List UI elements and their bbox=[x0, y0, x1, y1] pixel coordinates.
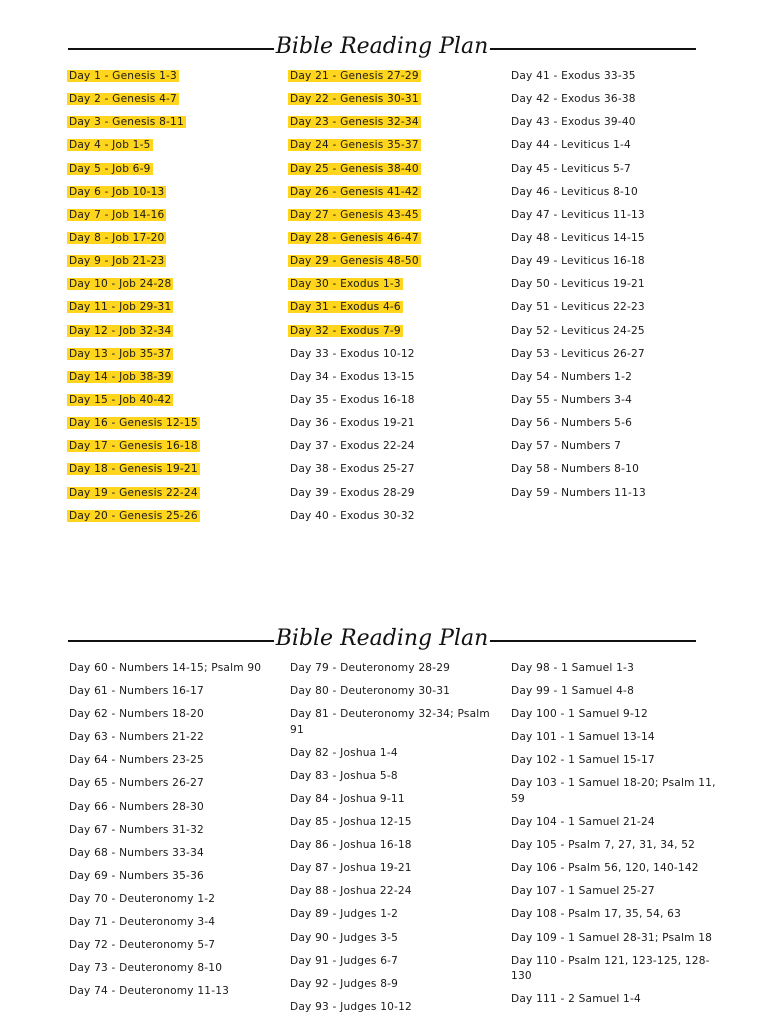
reading-day-item bbox=[511, 347, 716, 370]
reading-day-text: Day 15 - Job 40-42 bbox=[69, 393, 172, 406]
reading-day-item bbox=[511, 486, 716, 509]
reading-day-item bbox=[290, 792, 495, 808]
reading-day-text: Day 19 - Genesis 22-24 bbox=[69, 486, 198, 499]
reading-day-text: Day 105 - Psalm 7, 27, 31, 34, 52 bbox=[511, 839, 696, 852]
reading-day-item bbox=[69, 208, 274, 231]
title-rule-left bbox=[68, 640, 274, 642]
reading-day-item bbox=[69, 462, 274, 485]
reading-day-item bbox=[69, 486, 274, 509]
reading-day-item bbox=[511, 208, 716, 231]
reading-day-item bbox=[511, 661, 716, 677]
section-title-row bbox=[68, 618, 696, 658]
reading-day-item bbox=[290, 370, 495, 393]
reading-day-item bbox=[290, 661, 495, 677]
reading-day-item bbox=[511, 776, 716, 807]
reading-day-text: Day 59 - Numbers 11-13 bbox=[511, 486, 646, 499]
reading-day-text: Day 82 - Joshua 1-4 bbox=[290, 746, 398, 759]
reading-day-text: Day 87 - Joshua 19-21 bbox=[290, 862, 412, 875]
reading-day-text: Day 16 - Genesis 12-15 bbox=[69, 417, 198, 430]
reading-day-item bbox=[511, 684, 716, 700]
reading-day-text: Day 100 - 1 Samuel 9-12 bbox=[511, 708, 648, 721]
reading-day-item bbox=[511, 162, 716, 185]
reading-day-text: Day 35 - Exodus 16-18 bbox=[290, 393, 415, 406]
reading-day-text: Day 20 - Genesis 25-26 bbox=[69, 509, 198, 522]
reading-day-item bbox=[290, 884, 495, 900]
reading-day-item bbox=[290, 138, 495, 161]
reading-day-item bbox=[290, 1000, 495, 1016]
reading-day-text: Day 86 - Joshua 16-18 bbox=[290, 839, 412, 852]
reading-day-text: Day 85 - Joshua 12-15 bbox=[290, 816, 412, 829]
reading-day-item bbox=[511, 954, 716, 985]
reading-day-item bbox=[511, 370, 716, 393]
reading-day-item bbox=[511, 992, 716, 1008]
section-title-row bbox=[68, 26, 696, 66]
reading-day-text: Day 39 - Exodus 28-29 bbox=[290, 486, 415, 499]
reading-day-item bbox=[290, 684, 495, 700]
reading-day-text: Day 111 - 2 Samuel 1-4 bbox=[511, 993, 641, 1006]
reading-day-text: Day 107 - 1 Samuel 25-27 bbox=[511, 885, 655, 898]
reading-day-item bbox=[69, 915, 274, 931]
title-rule-right bbox=[490, 48, 696, 50]
reading-day-text: Day 63 - Numbers 21-22 bbox=[69, 731, 204, 744]
reading-day-text: Day 33 - Exodus 10-12 bbox=[290, 347, 415, 360]
reading-day-item bbox=[69, 869, 274, 885]
reading-day-text: Day 23 - Genesis 32-34 bbox=[290, 116, 419, 129]
reading-day-item bbox=[290, 486, 495, 509]
reading-day-text: Day 50 - Leviticus 19-21 bbox=[511, 278, 645, 291]
reading-day-text: Day 44 - Leviticus 1-4 bbox=[511, 139, 631, 152]
reading-day-item bbox=[69, 707, 274, 723]
reading-day-text: Day 88 - Joshua 22-24 bbox=[290, 885, 412, 898]
reading-day-item bbox=[290, 393, 495, 416]
reading-day-item bbox=[290, 861, 495, 877]
reading-day-text: Day 22 - Genesis 30-31 bbox=[290, 93, 419, 106]
reading-day-item bbox=[290, 162, 495, 185]
reading-day-item bbox=[511, 277, 716, 300]
reading-day-text: Day 93 - Judges 10-12 bbox=[290, 1000, 412, 1013]
reading-day-item bbox=[69, 115, 274, 138]
reading-day-text: Day 12 - Job 32-34 bbox=[69, 324, 172, 337]
reading-day-text: Day 4 - Job 1-5 bbox=[69, 139, 151, 152]
reading-day-text: Day 74 - Deuteronomy 11-13 bbox=[69, 985, 230, 998]
reading-day-item bbox=[290, 254, 495, 277]
reading-day-text: Day 13 - Job 35-37 bbox=[69, 347, 172, 360]
reading-day-item bbox=[290, 208, 495, 231]
reading-day-item bbox=[511, 838, 716, 854]
reading-day-text: Day 46 - Leviticus 8-10 bbox=[511, 185, 638, 198]
reading-day-item bbox=[69, 324, 274, 347]
reading-day-item bbox=[69, 961, 274, 977]
reading-day-item bbox=[511, 254, 716, 277]
reading-day-item bbox=[69, 277, 274, 300]
reading-day-item bbox=[69, 800, 274, 816]
reading-day-text: Day 7 - Job 14-16 bbox=[69, 208, 165, 221]
reading-day-item bbox=[69, 393, 274, 416]
reading-day-item bbox=[69, 370, 274, 393]
reading-day-item bbox=[290, 931, 495, 947]
reading-day-item bbox=[69, 984, 274, 1000]
reading-day-item bbox=[69, 823, 274, 839]
reading-day-text: Day 40 - Exodus 30-32 bbox=[290, 509, 415, 522]
reading-day-item bbox=[290, 324, 495, 347]
reading-day-item bbox=[290, 231, 495, 254]
reading-day-item bbox=[511, 931, 716, 947]
reading-day-text: Day 56 - Numbers 5-6 bbox=[511, 417, 633, 430]
reading-day-text: Day 108 - Psalm 17, 35, 54, 63 bbox=[511, 908, 682, 921]
reading-day-text: Day 101 - 1 Samuel 13-14 bbox=[511, 731, 655, 744]
reading-day-text: Day 68 - Numbers 33-34 bbox=[69, 846, 204, 859]
reading-day-text: Day 62 - Numbers 18-20 bbox=[69, 708, 204, 721]
reading-day-text: Day 14 - Job 38-39 bbox=[69, 370, 172, 383]
reading-day-item bbox=[69, 753, 274, 769]
reading-day-item bbox=[69, 892, 274, 908]
reading-day-item bbox=[511, 300, 716, 323]
reading-day-text: Day 53 - Leviticus 26-27 bbox=[511, 347, 645, 360]
reading-day-item bbox=[290, 439, 495, 462]
reading-day-item bbox=[511, 861, 716, 877]
reading-day-item bbox=[69, 185, 274, 208]
reading-day-text: Day 92 - Judges 8-9 bbox=[290, 977, 399, 990]
reading-day-text: Day 79 - Deuteronomy 28-29 bbox=[290, 662, 451, 674]
reading-day-text: Day 47 - Leviticus 11-13 bbox=[511, 208, 645, 221]
reading-day-text: Day 110 - Psalm 121, 123-125, 128-130 bbox=[511, 954, 710, 983]
section-title: Bible Reading Plan bbox=[275, 625, 489, 651]
reading-day-text: Day 83 - Joshua 5-8 bbox=[290, 769, 398, 782]
reading-day-text: Day 99 - 1 Samuel 4-8 bbox=[511, 685, 635, 698]
reading-day-item bbox=[511, 753, 716, 769]
plan-column-1 bbox=[69, 661, 274, 1007]
reading-day-text: Day 10 - Job 24-28 bbox=[69, 278, 172, 291]
reading-day-text: Day 11 - Job 29-31 bbox=[69, 301, 172, 314]
reading-day-text: Day 27 - Genesis 43-45 bbox=[290, 208, 419, 221]
reading-day-text: Day 26 - Genesis 41-42 bbox=[290, 185, 419, 198]
reading-day-text: Day 28 - Genesis 46-47 bbox=[290, 231, 419, 244]
reading-day-text: Day 103 - 1 Samuel 18-20; Psalm 11, 59 bbox=[511, 777, 716, 805]
reading-day-item bbox=[69, 730, 274, 746]
reading-day-text: Day 70 - Deuteronomy 1-2 bbox=[69, 892, 216, 905]
reading-day-item bbox=[69, 846, 274, 862]
reading-day-item bbox=[511, 69, 716, 92]
reading-day-text: Day 48 - Leviticus 14-15 bbox=[511, 231, 645, 244]
reading-day-text: Day 104 - 1 Samuel 21-24 bbox=[511, 816, 655, 829]
reading-day-item bbox=[511, 138, 716, 161]
plan-column-1 bbox=[69, 69, 274, 532]
reading-day-text: Day 31 - Exodus 4-6 bbox=[290, 301, 401, 314]
reading-day-item bbox=[69, 162, 274, 185]
reading-day-text: Day 102 - 1 Samuel 15-17 bbox=[511, 754, 655, 767]
reading-day-text: Day 30 - Exodus 1-3 bbox=[290, 278, 401, 291]
reading-day-item bbox=[69, 509, 274, 532]
title-rule-right bbox=[490, 640, 696, 642]
reading-day-item bbox=[69, 661, 274, 677]
reading-day-item bbox=[290, 92, 495, 115]
reading-day-text: Day 106 - Psalm 56, 120, 140-142 bbox=[511, 862, 699, 875]
reading-day-text: Day 2 - Genesis 4-7 bbox=[69, 93, 177, 106]
reading-day-text: Day 71 - Deuteronomy 3-4 bbox=[69, 916, 216, 929]
reading-day-text: Day 90 - Judges 3-5 bbox=[290, 931, 399, 944]
reading-day-text: Day 61 - Numbers 16-17 bbox=[69, 685, 204, 698]
reading-day-item bbox=[511, 815, 716, 831]
reading-day-item bbox=[511, 416, 716, 439]
plan-column-2 bbox=[290, 661, 495, 1023]
reading-day-text: Day 9 - Job 21-23 bbox=[69, 255, 165, 268]
reading-day-text: Day 17 - Genesis 16-18 bbox=[69, 440, 198, 453]
reading-day-text: Day 66 - Numbers 28-30 bbox=[69, 800, 204, 813]
reading-day-item bbox=[511, 324, 716, 347]
reading-day-text: Day 24 - Genesis 35-37 bbox=[290, 139, 419, 152]
reading-day-text: Day 5 - Job 6-9 bbox=[69, 162, 151, 175]
reading-day-item bbox=[511, 185, 716, 208]
reading-day-item bbox=[511, 907, 716, 923]
reading-day-item bbox=[290, 509, 495, 532]
reading-day-item bbox=[69, 300, 274, 323]
reading-day-item bbox=[511, 707, 716, 723]
reading-day-item bbox=[69, 254, 274, 277]
reading-day-item bbox=[69, 938, 274, 954]
plan-column-3 bbox=[511, 69, 716, 509]
reading-day-item bbox=[511, 115, 716, 138]
reading-day-text: Day 34 - Exodus 13-15 bbox=[290, 370, 415, 383]
reading-day-item bbox=[511, 231, 716, 254]
reading-day-text: Day 41 - Exodus 33-35 bbox=[511, 70, 636, 82]
reading-day-text: Day 80 - Deuteronomy 30-31 bbox=[290, 685, 451, 698]
reading-day-text: Day 37 - Exodus 22-24 bbox=[290, 440, 415, 453]
reading-day-text: Day 60 - Numbers 14-15; Psalm 90 bbox=[69, 662, 262, 674]
reading-day-text: Day 1 - Genesis 1-3 bbox=[69, 70, 177, 82]
reading-day-text: Day 6 - Job 10-13 bbox=[69, 185, 165, 198]
reading-day-text: Day 52 - Leviticus 24-25 bbox=[511, 324, 645, 337]
reading-day-text: Day 18 - Genesis 19-21 bbox=[69, 463, 198, 476]
reading-day-text: Day 32 - Exodus 7-9 bbox=[290, 324, 401, 337]
reading-day-item bbox=[290, 769, 495, 785]
reading-day-text: Day 54 - Numbers 1-2 bbox=[511, 370, 633, 383]
reading-day-item bbox=[69, 92, 274, 115]
reading-day-text: Day 109 - 1 Samuel 28-31; Psalm 18 bbox=[511, 931, 713, 944]
reading-day-item bbox=[290, 347, 495, 370]
reading-day-item bbox=[290, 69, 495, 92]
reading-day-item bbox=[290, 115, 495, 138]
reading-day-text: Day 21 - Genesis 27-29 bbox=[290, 70, 419, 82]
title-rule-left bbox=[68, 48, 274, 50]
reading-day-item bbox=[290, 707, 495, 738]
reading-day-item bbox=[511, 92, 716, 115]
reading-day-text: Day 58 - Numbers 8-10 bbox=[511, 463, 640, 476]
reading-day-text: Day 51 - Leviticus 22-23 bbox=[511, 301, 645, 314]
reading-day-text: Day 57 - Numbers 7 bbox=[511, 440, 622, 453]
reading-day-item bbox=[290, 185, 495, 208]
reading-day-item bbox=[290, 838, 495, 854]
reading-day-item bbox=[290, 416, 495, 439]
reading-day-text: Day 3 - Genesis 8-11 bbox=[69, 116, 184, 129]
reading-day-item bbox=[511, 884, 716, 900]
reading-day-text: Day 67 - Numbers 31-32 bbox=[69, 823, 204, 836]
reading-day-item bbox=[511, 730, 716, 746]
reading-day-item bbox=[290, 977, 495, 993]
reading-day-text: Day 81 - Deuteronomy 32-34; Psalm 91 bbox=[290, 708, 490, 736]
reading-day-text: Day 42 - Exodus 36-38 bbox=[511, 93, 636, 106]
reading-day-text: Day 43 - Exodus 39-40 bbox=[511, 116, 636, 129]
reading-day-text: Day 91 - Judges 6-7 bbox=[290, 954, 399, 967]
reading-day-item bbox=[511, 393, 716, 416]
plan-column-2 bbox=[290, 69, 495, 532]
reading-day-item bbox=[69, 69, 274, 92]
reading-day-item bbox=[290, 907, 495, 923]
reading-day-item bbox=[290, 277, 495, 300]
reading-day-text: Day 65 - Numbers 26-27 bbox=[69, 777, 204, 790]
plan-column-3 bbox=[511, 661, 716, 1015]
reading-day-text: Day 8 - Job 17-20 bbox=[69, 231, 165, 244]
reading-day-text: Day 73 - Deuteronomy 8-10 bbox=[69, 962, 223, 975]
reading-day-item bbox=[290, 954, 495, 970]
reading-day-text: Day 45 - Leviticus 5-7 bbox=[511, 162, 631, 175]
reading-day-text: Day 36 - Exodus 19-21 bbox=[290, 417, 415, 430]
reading-day-item bbox=[69, 416, 274, 439]
section-title: Bible Reading Plan bbox=[275, 33, 489, 59]
reading-day-text: Day 89 - Judges 1-2 bbox=[290, 908, 399, 921]
reading-day-item bbox=[511, 439, 716, 462]
reading-day-text: Day 69 - Numbers 35-36 bbox=[69, 869, 204, 882]
reading-day-item bbox=[69, 439, 274, 462]
reading-day-item bbox=[290, 815, 495, 831]
reading-day-item bbox=[69, 231, 274, 254]
reading-day-text: Day 84 - Joshua 9-11 bbox=[290, 792, 405, 805]
reading-day-item bbox=[511, 462, 716, 485]
reading-day-text: Day 25 - Genesis 38-40 bbox=[290, 162, 419, 175]
reading-day-text: Day 49 - Leviticus 16-18 bbox=[511, 255, 645, 268]
reading-day-item bbox=[69, 776, 274, 792]
reading-day-text: Day 29 - Genesis 48-50 bbox=[290, 255, 419, 268]
reading-day-text: Day 64 - Numbers 23-25 bbox=[69, 754, 204, 767]
reading-day-text: Day 72 - Deuteronomy 5-7 bbox=[69, 939, 216, 952]
reading-day-item bbox=[290, 462, 495, 485]
reading-day-text: Day 98 - 1 Samuel 1-3 bbox=[511, 662, 635, 674]
reading-day-text: Day 55 - Numbers 3-4 bbox=[511, 393, 633, 406]
reading-day-text: Day 38 - Exodus 25-27 bbox=[290, 463, 415, 476]
reading-day-item bbox=[69, 347, 274, 370]
reading-day-item bbox=[290, 300, 495, 323]
reading-day-item bbox=[69, 684, 274, 700]
reading-day-item bbox=[69, 138, 274, 161]
reading-day-item bbox=[290, 746, 495, 762]
